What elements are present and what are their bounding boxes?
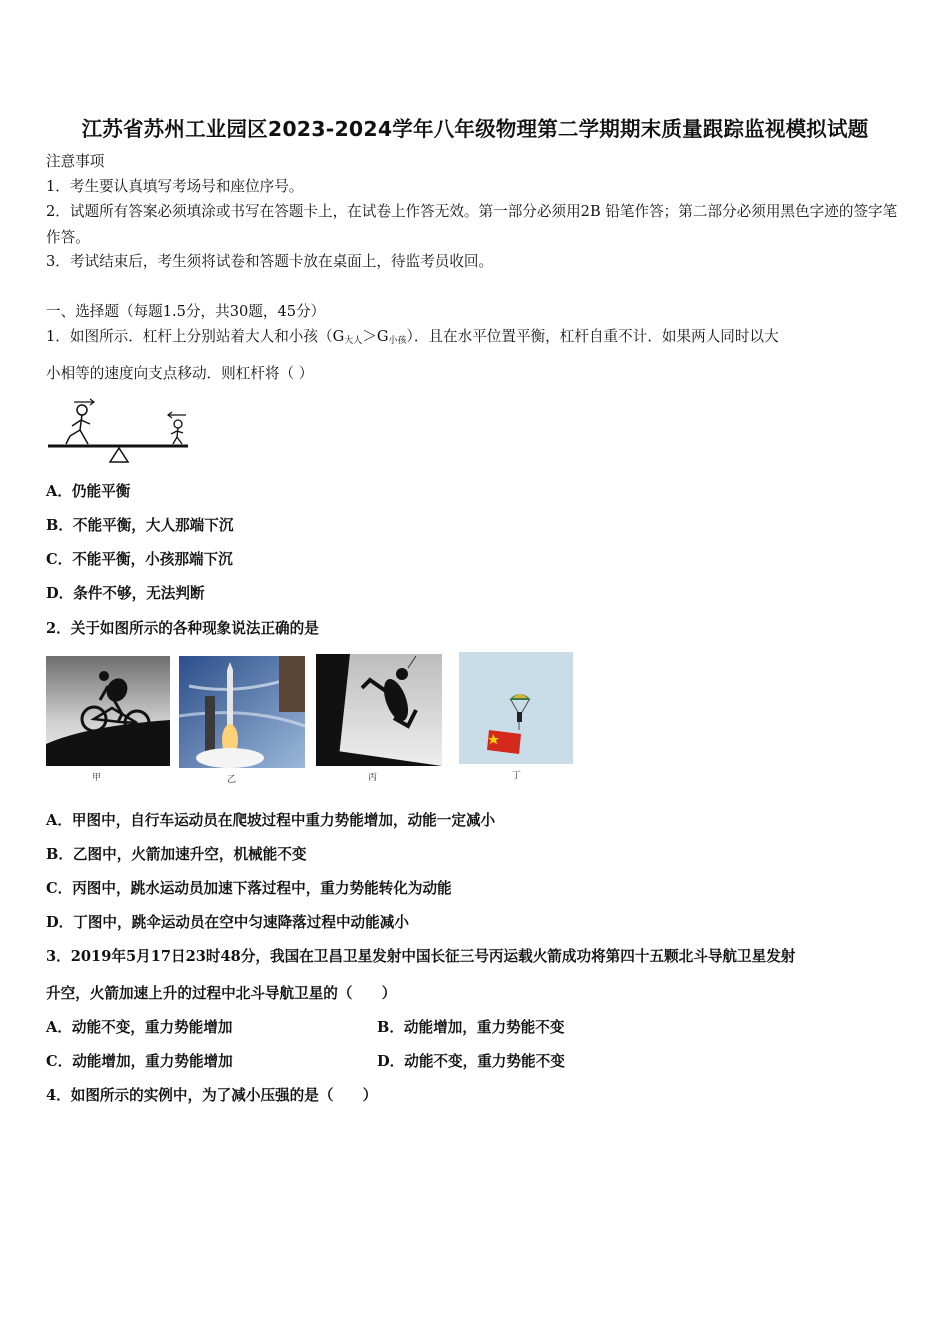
q3-option-c: C．动能增加，重力势能增加 (46, 1053, 233, 1070)
q1-option-a: A．仍能平衡 (46, 483, 131, 500)
q4-stem: 4．如图所示的实例中，为了减小压强的是（ ） (46, 1087, 378, 1104)
q1-option-b: B．不能平衡，大人那端下沉 (46, 517, 234, 534)
caption-jia: 甲 (92, 773, 102, 783)
section-heading: 一、选择题（每题1.5分，共30题，45分） (46, 303, 326, 320)
q2-stem: 2．关于如图所示的各种现象说法正确的是 (46, 620, 319, 637)
caption-yi: 乙 (227, 775, 237, 785)
q2-option-c: C．丙图中，跳水运动员加速下落过程中，重力势能转化为动能 (46, 880, 452, 897)
photo-diver (316, 654, 442, 766)
notice-heading: 注意事项 (46, 153, 105, 170)
notice-item-3: 3．考试结束后，考生须将试卷和答题卡放在桌面上，待监考员收回。 (46, 253, 494, 270)
q2-option-b: B．乙图中，火箭加速升空，机械能不变 (46, 846, 307, 863)
q3-stem-line2: 升空，火箭加速上升的过程中北斗导航卫星的（ ） (46, 985, 397, 1002)
q3-option-b: B．动能增加，重力势能不变 (377, 1019, 565, 1036)
notice-item-2: 2．试题所有答案必须填涂或书写在答题卡上，在试卷上作答无效。第一部分必须用2B 铅笔作答；第二部分必须用黑色字迹的签字笔作答。 (46, 203, 898, 246)
q1-sub-adult: 大人 (344, 336, 363, 346)
q1-sub-child: 小孩 (388, 336, 407, 346)
q3-option-d: D．动能不变，重力势能不变 (377, 1053, 565, 1070)
page-title: 江苏省苏州工业园区2023-2024学年八年级物理第二学期期末质量跟踪监视模拟试题 (81, 117, 869, 141)
caption-ding: 丁 (512, 771, 522, 781)
q2-option-d: D．丁图中，跳伞运动员在空中匀速降落过程中动能减小 (46, 914, 409, 931)
notice-item-1: 1．考生要认真填写考场号和座位序号。 (46, 178, 304, 195)
q1-option-d: D．条件不够，无法判断 (46, 585, 205, 602)
photo-rocket (179, 656, 305, 768)
caption-bing: 丙 (368, 773, 378, 783)
q1-lever-figure (46, 398, 191, 468)
q1-stem-line2: 小相等的速度向支点移动．则杠杆将（ ） (46, 365, 314, 382)
q1-stem (46, 327, 779, 351)
q1-option-c: C．不能平衡，小孩那端下沉 (46, 551, 233, 568)
q3-stem-line1: 3．2019年5月17日23时48分，我国在卫昌卫星发射中国长征三号丙运载火箭成功将第四十五颗北斗导航卫星发射 (46, 948, 796, 965)
q1-stem-part-a: 1．如图所示．杠杆上分别站着大人和小孩（G (46, 328, 345, 345)
photo-parachute (459, 652, 573, 764)
q1-stem-part-b: ）．且在水平位置平衡，杠杆自重不计．如果两人同时以大 (406, 328, 779, 345)
q2-option-a: A．甲图中，自行车运动员在爬坡过程中重力势能增加，动能一定减小 (46, 812, 496, 829)
q3-option-a: A．动能不变，重力势能增加 (46, 1019, 233, 1036)
photo-cyclist (46, 656, 170, 766)
q1-stem-mid: ＞G (362, 328, 389, 345)
